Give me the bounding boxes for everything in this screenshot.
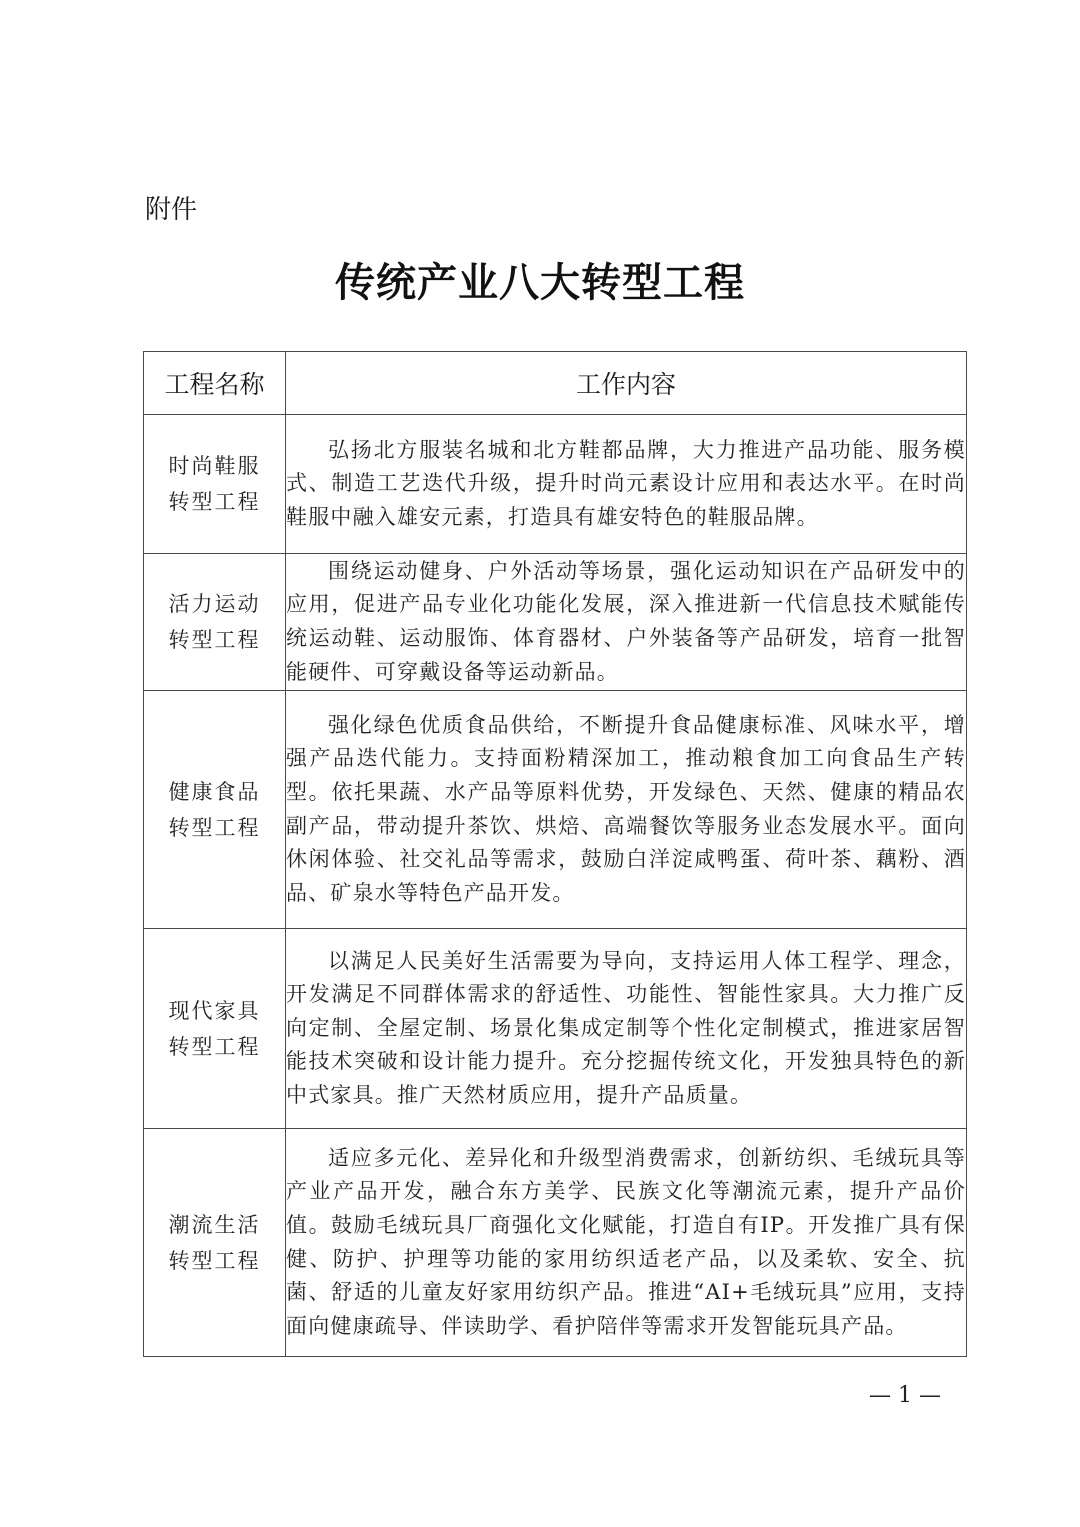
page-number: — 1 — xyxy=(869,1383,941,1408)
header-work-content: 工作内容 xyxy=(286,352,967,415)
table-header-row xyxy=(144,352,967,415)
project-name-cell xyxy=(144,554,286,691)
work-content-cell: 围绕运动健身、户外活动等场景，强化运动知识在产品研发中的应用，促进产品专业化功能化发展，深入推进新一代信息技术赋能传统运动鞋、运动服饰、体育器材、户外装备等产品研发，培育一批智能硬件、可穿戴设备等运动新品。 xyxy=(286,554,967,691)
project-name-cell xyxy=(144,1129,286,1357)
table-row xyxy=(144,554,967,691)
project-name-line: 现代家具 xyxy=(168,998,261,1023)
work-content-cell: 适应多元化、差异化和升级型消费需求，创新纺织、毛绒玩具等产业产品开发，融合东方美学、民族文化等潮流元素，提升产品价值。鼓励毛绒玩具厂商强化文化赋能，打造自有IP。开发推广具有保健、防护、护理等功能的家用纺织适老产品，以及柔软、安全、抗菌、舒适的儿童友好家用纺织产品。推进“AI+毛绒玩具”应用，支持面向健康疏导、伴读助学、看护陪伴等需求开发智能玩具产品。 xyxy=(286,1129,967,1357)
project-name-line: 活力运动 xyxy=(168,592,261,616)
attachment-label: 附件 xyxy=(145,195,198,225)
table-row xyxy=(144,929,967,1129)
project-name-cell xyxy=(144,929,286,1129)
project-name-cell xyxy=(144,415,286,554)
table-row xyxy=(144,691,967,929)
project-name-line: 转型工程 xyxy=(168,628,261,652)
project-name-line: 转型工程 xyxy=(168,1248,261,1273)
table-row xyxy=(144,415,967,554)
project-name-line: 健康食品 xyxy=(168,779,261,804)
project-name-line: 转型工程 xyxy=(168,815,261,840)
project-name-line: 转型工程 xyxy=(168,490,261,514)
work-content-cell: 以满足人民美好生活需要为导向，支持运用人体工程学、理念，开发满足不同群体需求的舒适性、功能性、智能性家具。大力推广反向定制、全屋定制、场景化集成定制等个性化定制模式，推进家居智能技术突破和设计能力提升。充分挖掘传统文化，开发独具特色的新中式家具。推广天然材质应用，提升产品质量。 xyxy=(286,929,967,1129)
project-name-cell xyxy=(144,691,286,929)
work-content-cell: 强化绿色优质食品供给，不断提升食品健康标准、风味水平，增强产品迭代能力。支持面粉精深加工，推动粮食加工向食品生产转型。依托果蔬、水产品等原料优势，开发绿色、天然、健康的精品农副产品，带动提升茶饮、烘焙、高端餐饮等服务业态发展水平。面向休闲体验、社交礼品等需求，鼓励白洋淀咸鸭蛋、荷叶茶、藕粉、酒品、矿泉水等特色产品开发。 xyxy=(286,691,967,929)
document-title: 传统产业八大转型工程 xyxy=(335,259,745,306)
work-content-cell: 弘扬北方服装名城和北方鞋都品牌，大力推进产品功能、服务模式、制造工艺迭代升级，提升时尚元素设计应用和表达水平。在时尚鞋服中融入雄安元素，打造具有雄安特色的鞋服品牌。 xyxy=(286,415,967,554)
projects-table xyxy=(143,351,967,1357)
project-name-line: 时尚鞋服 xyxy=(168,454,261,478)
project-name-line: 转型工程 xyxy=(168,1034,261,1059)
table-row xyxy=(144,1129,967,1357)
header-project-name: 工程名称 xyxy=(144,352,286,415)
project-name-line: 潮流生活 xyxy=(168,1212,261,1237)
